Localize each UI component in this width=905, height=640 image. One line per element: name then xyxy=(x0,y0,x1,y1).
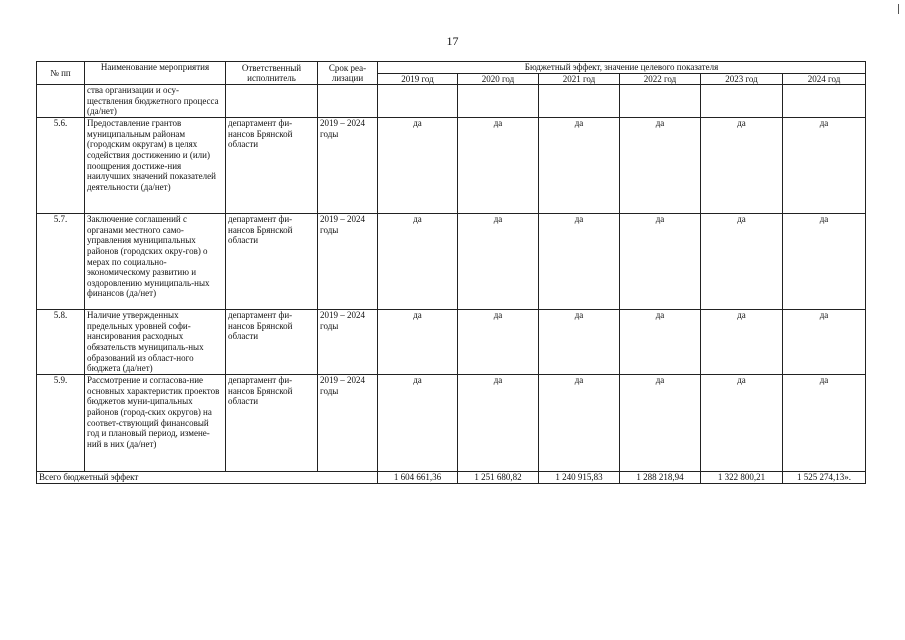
header-effect: Бюджетный эффект, значение целевого показателя xyxy=(378,62,866,74)
cell-term: 2019 – 2024 годы xyxy=(318,310,378,375)
total-value: 1 251 680,82 xyxy=(458,472,539,484)
cell-value: да xyxy=(701,375,783,472)
cell-name: ства организации и осу-ществления бюджетного процесса (да/нет) xyxy=(85,85,226,118)
header-row xyxy=(37,62,866,74)
cell-value xyxy=(620,85,701,118)
cell-value xyxy=(539,85,620,118)
cell-term: 2019 – 2024 годы xyxy=(318,375,378,472)
cell-num: 5.8. xyxy=(37,310,85,375)
cell-value: да xyxy=(701,214,783,310)
cell-name: Заключение соглашений с органами местного само-управления муниципальных районов (городских окру-гов) о мерах по социально-экономическому развитию и оздоровлению муниципаль-ных финансов (да/нет) xyxy=(85,214,226,310)
cell-value xyxy=(378,85,458,118)
total-value: 1 322 800,21 xyxy=(701,472,783,484)
cell-value: да xyxy=(783,118,866,214)
cell-value xyxy=(458,85,539,118)
cell-value: да xyxy=(620,375,701,472)
cell-value: да xyxy=(539,310,620,375)
cell-name: Предоставление грантов муниципальным районам (городским округам) в целях содействия достижению и (или) поощрения достиже-ния наилучших значений показателей деятельности (да/нет) xyxy=(85,118,226,214)
total-value: 1 240 915,83 xyxy=(539,472,620,484)
budget-effect-table xyxy=(36,61,866,484)
cell-value xyxy=(783,85,866,118)
cell-value: да xyxy=(539,118,620,214)
header-year: 2022 год xyxy=(620,73,701,85)
cell-value: да xyxy=(701,310,783,375)
cell-value: да xyxy=(378,214,458,310)
table-row-continuation xyxy=(37,85,866,118)
cell-num xyxy=(37,85,85,118)
scan-edge-mark xyxy=(898,4,899,14)
cell-value: да xyxy=(458,375,539,472)
cell-responsible: департамент фи-нансов Брянской области xyxy=(226,214,318,310)
table-row xyxy=(37,375,866,472)
total-value: 1 288 218,94 xyxy=(620,472,701,484)
cell-value: да xyxy=(620,310,701,375)
cell-num: 5.9. xyxy=(37,375,85,472)
table-row xyxy=(37,214,866,310)
cell-name: Наличие утвержденных предельных уровней софи-нансирования расходных обязательств муниципаль-ных образований из област-ного бюджета (да/нет) xyxy=(85,310,226,375)
cell-value: да xyxy=(378,310,458,375)
cell-value: да xyxy=(458,310,539,375)
header-year: 2023 год xyxy=(701,73,783,85)
cell-value: да xyxy=(701,118,783,214)
header-responsible: Ответственный исполнитель xyxy=(226,62,318,85)
cell-term xyxy=(318,85,378,118)
cell-num: 5.7. xyxy=(37,214,85,310)
cell-value: да xyxy=(458,214,539,310)
cell-name: Рассмотрение и согласова-ние основных характеристик проектов бюджетов муни-ципальных районов (город-ских округов) на соответ-ствующий финансовый год и плановый период, измене-ний в них (да/нет) xyxy=(85,375,226,472)
total-row xyxy=(37,472,866,484)
table-row xyxy=(37,118,866,214)
total-value: 1 604 661,36 xyxy=(378,472,458,484)
cell-value: да xyxy=(539,375,620,472)
cell-value: да xyxy=(620,118,701,214)
header-name: Наименование мероприятия xyxy=(85,62,226,85)
cell-value: да xyxy=(783,310,866,375)
page-number: 17 xyxy=(446,34,459,48)
cell-value: да xyxy=(783,375,866,472)
cell-value: да xyxy=(539,214,620,310)
total-label: Всего бюджетный эффект xyxy=(37,472,378,484)
cell-responsible: департамент фи-нансов Брянской области xyxy=(226,375,318,472)
cell-value: да xyxy=(620,214,701,310)
header-year: 2021 год xyxy=(539,73,620,85)
cell-term: 2019 – 2024 годы xyxy=(318,214,378,310)
total-value: 1 525 274,13». xyxy=(783,472,866,484)
header-year: 2020 год xyxy=(458,73,539,85)
cell-value: да xyxy=(783,214,866,310)
header-year: 2019 год xyxy=(378,73,458,85)
cell-responsible: департамент фи-нансов Брянской области xyxy=(226,310,318,375)
cell-responsible xyxy=(226,85,318,118)
header-term: Срок реа-лизации xyxy=(318,62,378,85)
cell-value: да xyxy=(378,375,458,472)
cell-value: да xyxy=(458,118,539,214)
cell-value: да xyxy=(378,118,458,214)
header-num: № пп xyxy=(37,62,85,85)
cell-value xyxy=(701,85,783,118)
cell-responsible: департамент фи-нансов Брянской области xyxy=(226,118,318,214)
cell-term: 2019 – 2024 годы xyxy=(318,118,378,214)
header-year: 2024 год xyxy=(783,73,866,85)
table-row xyxy=(37,310,866,375)
cell-num: 5.6. xyxy=(37,118,85,214)
